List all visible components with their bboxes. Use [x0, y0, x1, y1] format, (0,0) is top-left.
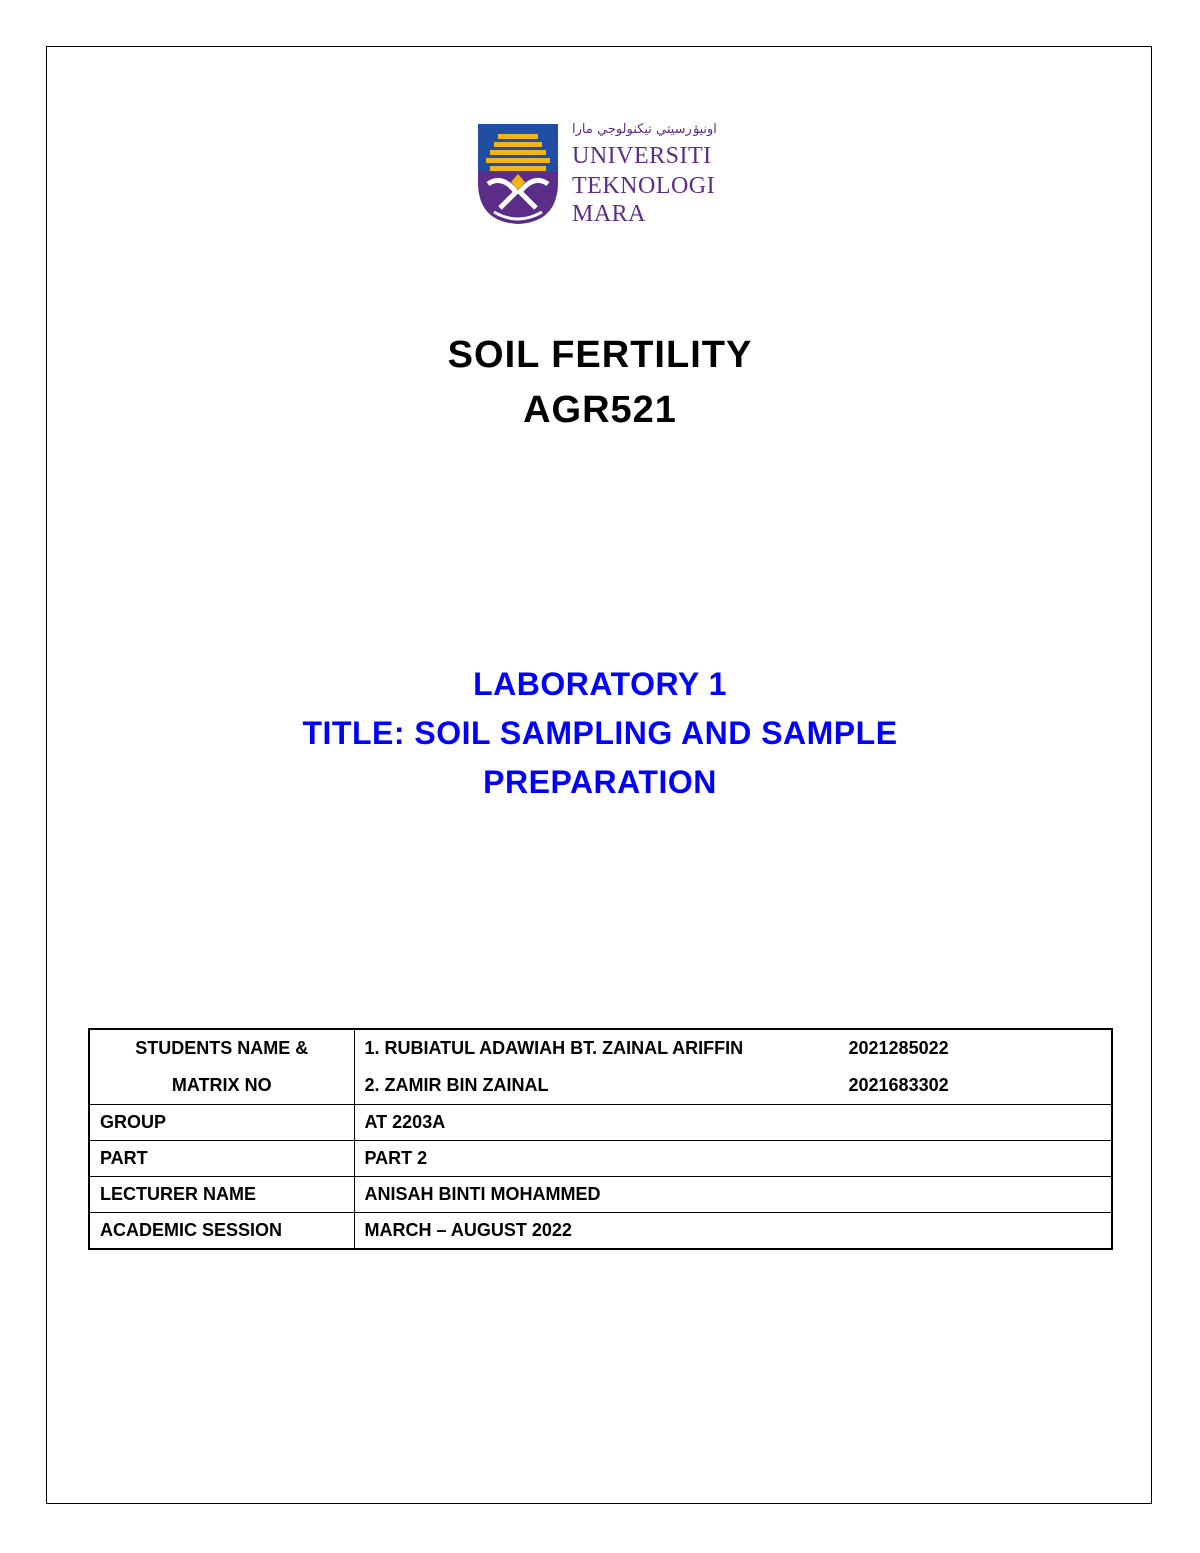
- logo-jawi-text: اونيۏرسيتي تيكنولوجي مارا: [572, 122, 717, 137]
- logo-line-teknologi: TEKNOLOGI: [572, 173, 716, 199]
- table-row: [89, 1029, 1112, 1105]
- lab-title-line-1: TITLE: SOIL SAMPLING AND SAMPLE: [302, 715, 898, 751]
- university-logo: [476, 122, 732, 226]
- students-label-cell: [89, 1029, 354, 1105]
- lab-heading: LABORATORY 1: [473, 666, 727, 702]
- students-value-cell: [354, 1029, 1112, 1105]
- row-label: GROUP: [89, 1105, 354, 1141]
- row-label: PART: [89, 1141, 354, 1177]
- student-matrix-no: 2021285022: [848, 1038, 949, 1058]
- logo-line-universiti: UNIVERSITI: [572, 143, 712, 169]
- student-entry: [365, 1067, 1102, 1104]
- student-matrix-no: 2021683302: [848, 1075, 949, 1095]
- row-label: LECTURER NAME: [89, 1177, 354, 1213]
- table-row: [89, 1213, 1112, 1249]
- students-label-line-2: MATRIX NO: [171, 1075, 272, 1095]
- row-value: AT 2203A: [354, 1105, 1112, 1141]
- students-label-line-1: STUDENTS NAME &: [135, 1038, 309, 1058]
- student-name: 1. RUBIATUL ADAWIAH BT. ZAINAL ARIFFIN: [364, 1038, 744, 1058]
- course-code: AGR521: [523, 389, 677, 431]
- table-row: [89, 1177, 1112, 1213]
- row-value: MARCH – AUGUST 2022: [354, 1213, 1112, 1249]
- table-row: [89, 1141, 1112, 1177]
- student-name: 2. ZAMIR BIN ZAINAL: [364, 1075, 549, 1095]
- row-value: PART 2: [354, 1141, 1112, 1177]
- table-row: [89, 1105, 1112, 1141]
- logo-line-mara: MARA: [572, 201, 647, 227]
- row-label: ACADEMIC SESSION: [89, 1213, 354, 1249]
- row-value: ANISAH BINTI MOHAMMED: [354, 1177, 1112, 1213]
- info-table: [88, 1028, 1113, 1250]
- lab-title-line-2: PREPARATION: [483, 764, 717, 800]
- student-entry: [365, 1030, 1102, 1067]
- course-name: SOIL FERTILITY: [447, 334, 753, 376]
